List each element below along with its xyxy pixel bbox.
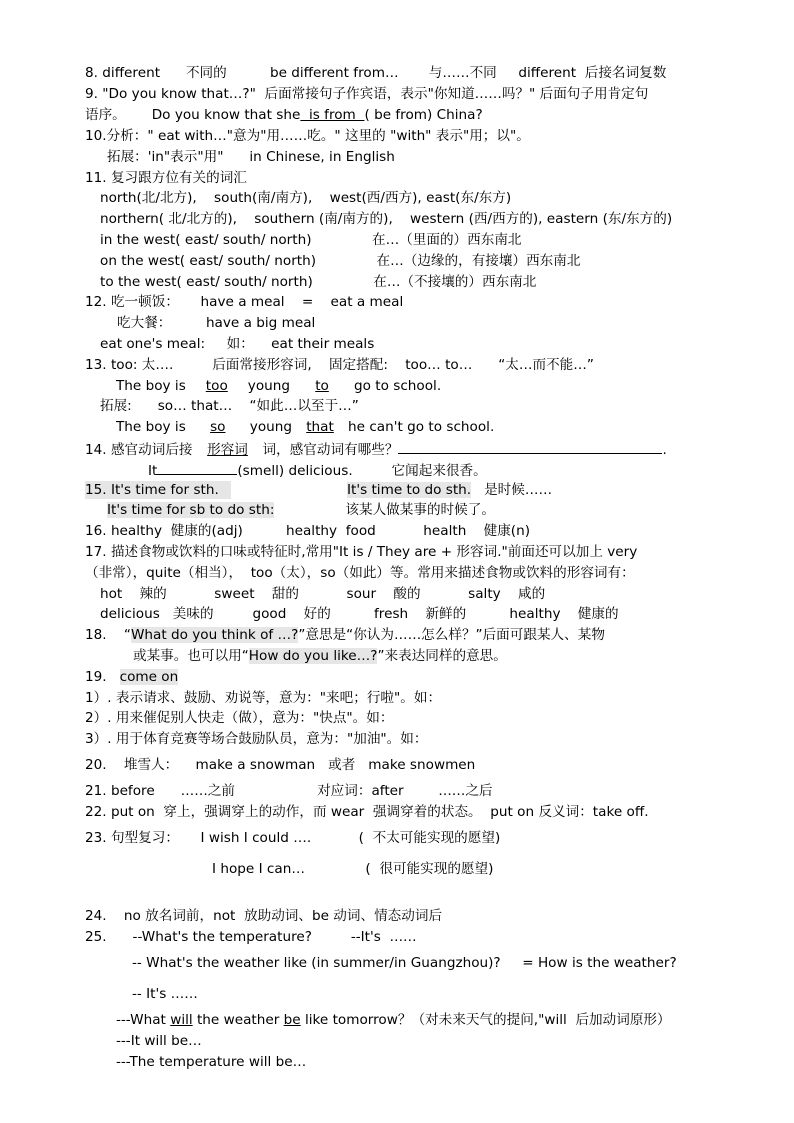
item-10-line2: 拓展：'in"表示"用" in Chinese, in English bbox=[107, 149, 395, 165]
item-25-text: like tomorrow？（对未来天气的提问,"will 后加动词原形） bbox=[300, 1012, 671, 1028]
item-17-adjectives1: hot 辣的 sweet 甜的 sour 酸的 salty 咸的 bbox=[100, 586, 546, 602]
answer-blank: 形容词 bbox=[207, 442, 248, 458]
item-11-in-the: in the west( east/ south/ north) 在…（里面的）西东南北 bbox=[100, 232, 522, 248]
item-9-line2 bbox=[85, 106, 483, 124]
item-13-example1 bbox=[116, 377, 441, 395]
item-12-line3: eat one's meal: 如： eat their meals bbox=[100, 336, 375, 352]
item-20: 20. 堆雪人： make a snowman 或者 make snowmen bbox=[85, 757, 476, 773]
item-14-text: (smell) delicious. 它闻起来很香。 bbox=[237, 463, 487, 479]
item-19-usage1: 1）. 表示请求、鼓励、劝说等，意为："来吧；行啦"。如： bbox=[85, 690, 442, 706]
example-text: young bbox=[249, 419, 293, 435]
item-16: 16. healthy 健康的(adj) healthy food health 健康(n) bbox=[85, 523, 531, 539]
item-19-usage2: 2）. 用来催促别人快走（做），意为："快点"。如： bbox=[85, 710, 394, 726]
item-13-example2 bbox=[116, 418, 494, 436]
item-15-line2 bbox=[107, 501, 495, 519]
item-14-period: . bbox=[662, 442, 667, 458]
item-11-heading: 11. 复习跟方位有关的词汇 bbox=[85, 170, 247, 186]
answer-blank: to bbox=[315, 378, 329, 394]
highlight-text: 15. It's time for sth. bbox=[85, 481, 231, 499]
item-25-line4 bbox=[116, 1011, 671, 1029]
empty-blank bbox=[398, 439, 662, 454]
item-13-line1: 13. too: 太…. 后面常接形容词, 固定搭配: too… to… “太…而不能…” bbox=[85, 357, 594, 373]
item-12-line1: 12. 吃一顿饭： have a meal = eat a meal bbox=[85, 294, 404, 310]
item-21: 21. before ……之前 对应词：after ……之后 bbox=[85, 783, 493, 799]
item-25-line3: -- It's …… bbox=[132, 986, 198, 1002]
item-22: 22. put on 穿上，强调穿上的动作，而 wear 强调穿着的状态。 put on 反义词：take off. bbox=[85, 804, 649, 820]
item-25-line5: ---It will be… bbox=[116, 1033, 202, 1049]
item-23-line2: I hope I can… ( 很可能实现的愿望) bbox=[212, 861, 494, 877]
answer-blank: so bbox=[210, 419, 226, 435]
highlight-text: How do you like…? bbox=[248, 648, 378, 664]
example-text: go to school. bbox=[354, 378, 442, 394]
example-text: young bbox=[247, 378, 291, 394]
item-15-line1 bbox=[85, 481, 552, 499]
item-18-text: 或某事。也可以用“ bbox=[133, 648, 249, 664]
item-11-to-the: to the west( east/ south/ north) 在…（不接壤的）西东南北 bbox=[100, 274, 537, 290]
item-19-heading bbox=[85, 668, 178, 686]
item-9-line1: 9. "Do you know that…?" 后面常接句子作宾语，表示"你知道……吗？" 后面句子用肯定句 bbox=[85, 86, 649, 102]
example-text: The boy is bbox=[116, 419, 186, 435]
underlined-word: be bbox=[283, 1012, 301, 1028]
item-19-number: 19. bbox=[85, 669, 120, 685]
item-14-text: 14. 感官动词后接 bbox=[85, 442, 193, 458]
item-9-hint: ( be from) China? bbox=[364, 107, 483, 123]
item-17-adjectives2: delicious 美味的 good 好的 fresh 新鲜的 healthy 健康的 bbox=[100, 606, 619, 622]
item-13-extension: 拓展: so… that… “如此…以至于…” bbox=[100, 398, 359, 414]
item-9-text: 语序。 Do you know that she bbox=[85, 107, 301, 123]
item-11-on-the: on the west( east/ south/ north) 在…（边缘的，有接壤）西东南北 bbox=[100, 253, 581, 269]
item-12-line2: 吃大餐： have a big meal bbox=[117, 315, 316, 331]
item-14-text: It bbox=[148, 463, 158, 479]
item-25-text: the weather bbox=[192, 1012, 284, 1028]
example-text: The boy is bbox=[116, 378, 186, 394]
item-25-text: ---What bbox=[116, 1012, 171, 1028]
item-18-line2 bbox=[133, 647, 507, 665]
item-15-meaning: 该某人做某事的时候了。 bbox=[345, 502, 495, 518]
item-11-adjectives: northern( 北/北方的), southern (南/南方的), western (西/西方的), eastern (东/东方的) bbox=[100, 211, 673, 227]
answer-blank: too bbox=[205, 378, 228, 394]
item-8: 8. different 不同的 be different from… 与……不同 different 后接名词复数 bbox=[85, 65, 667, 81]
item-23-line1: 23. 句型复习： I wish I could …. ( 不太可能实现的愿望) bbox=[85, 830, 501, 846]
item-18-text: ”意思是“你认为……怎么样？”后面可跟某人、某物 bbox=[298, 627, 605, 643]
item-14-line2 bbox=[148, 460, 487, 480]
item-25-line6: ---The temperature will be… bbox=[116, 1054, 307, 1070]
empty-blank bbox=[157, 460, 237, 475]
item-14-question: 词，感官动词有哪些？ bbox=[262, 442, 399, 458]
item-10-line1: 10.分析：" eat with…"意为"用……吃。" 这里的 "with" 表示"用；以"。 bbox=[85, 128, 530, 144]
item-11-directions: north(北/北方), south(南/南方), west(西/西方), east(东/东方) bbox=[100, 190, 512, 206]
item-25-line2: -- What's the weather like (in summer/in Guangzhou)? = How is the weather? bbox=[132, 955, 677, 971]
answer-blank: that bbox=[306, 419, 334, 435]
item-18-text: 18. “ bbox=[85, 627, 131, 643]
example-text: he can't go to school. bbox=[348, 419, 495, 435]
item-17-line1: 17. 描述食物或饮料的口味或特征时,常用"It is / They are + 形容词."前面还可以加上 very bbox=[85, 544, 638, 560]
highlight-text: come on bbox=[119, 669, 179, 685]
item-18-text: ”来表达同样的意思。 bbox=[377, 648, 507, 664]
highlight-text: What do you think of …? bbox=[130, 627, 299, 643]
item-14-line1 bbox=[85, 439, 667, 459]
item-9-answer: is from bbox=[300, 107, 365, 123]
item-24: 24. no 放名词前，not 放助动词、be 动词、情态动词后 bbox=[85, 908, 443, 924]
underlined-word: will bbox=[170, 1012, 193, 1028]
highlight-text: It's time for sb to do sth: bbox=[107, 502, 275, 518]
item-18-line1 bbox=[85, 626, 605, 644]
highlight-text: It's time to do sth. bbox=[347, 482, 472, 498]
item-15-meaning: 是时候…… bbox=[471, 482, 553, 498]
item-17-line2: （非常），quite（相当）， too（太），so（如此）等。常用来描述食物或饮料的形容词有： bbox=[85, 565, 635, 581]
item-19-usage3: 3）. 用于体育竞赛等场合鼓励队员，意为："加油"。如： bbox=[85, 731, 428, 747]
item-25-line1: 25. --What's the temperature? --It's …… bbox=[85, 929, 417, 945]
